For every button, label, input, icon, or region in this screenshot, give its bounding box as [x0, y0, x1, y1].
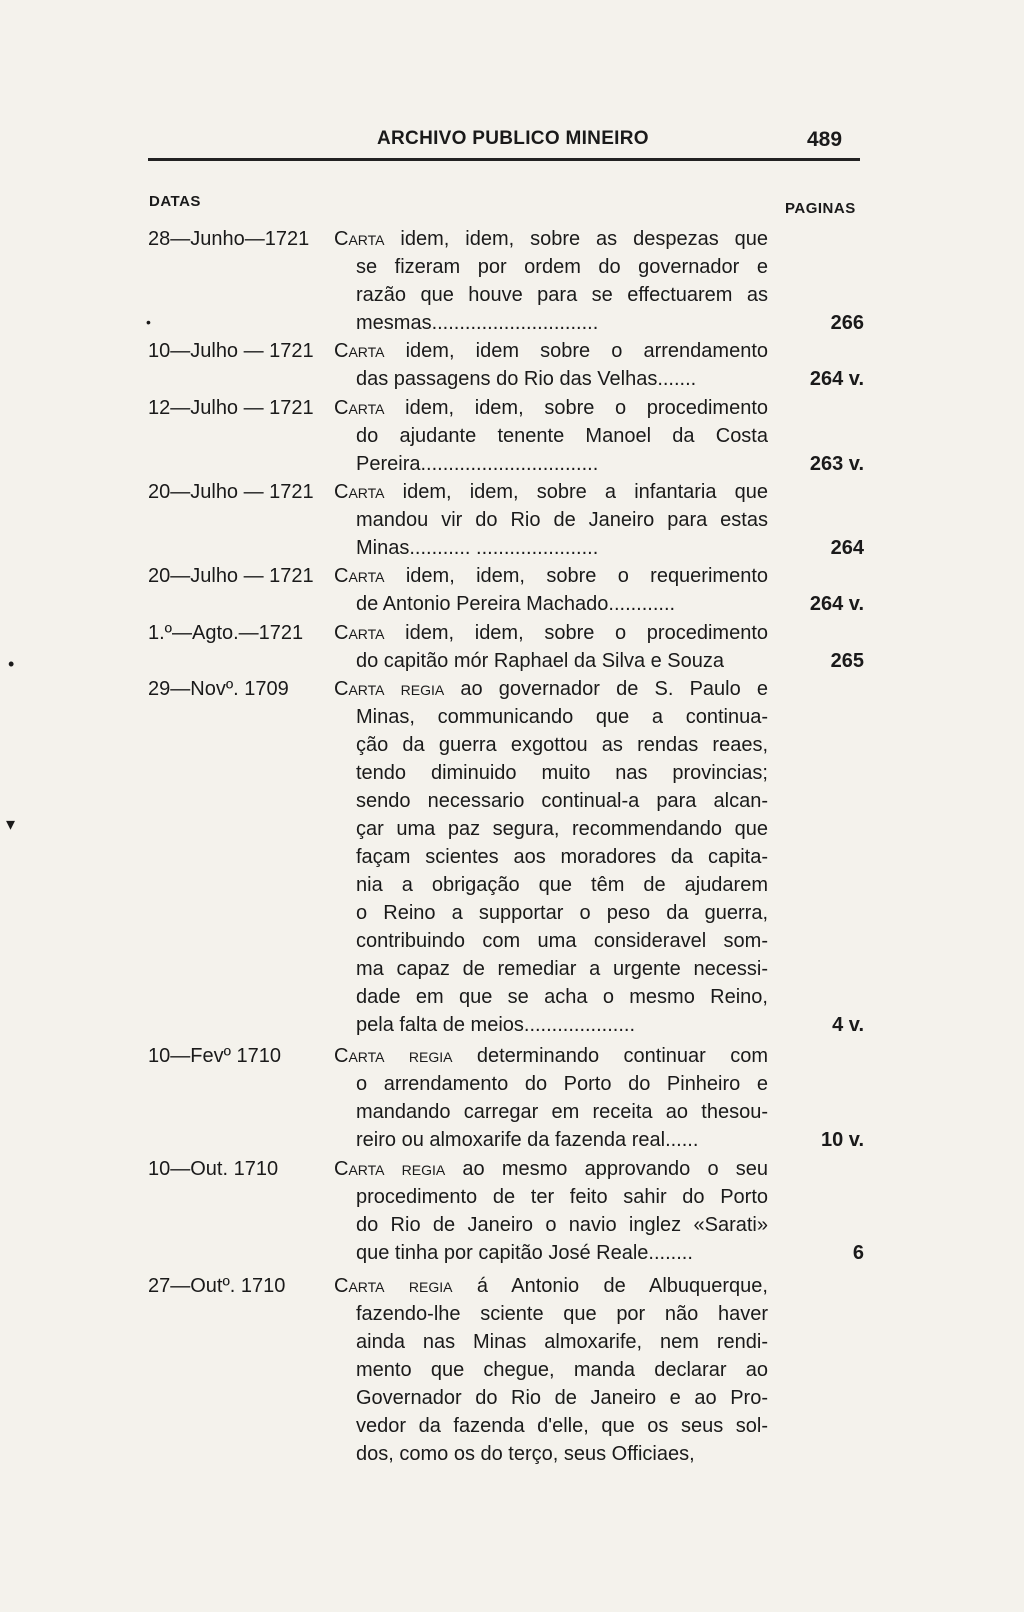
page-header-title: ARCHIVO PUBLICO MINEIRO — [377, 128, 649, 149]
entry-line: Carta idem, idem, sobre a infantaria que — [334, 481, 768, 503]
entry-line: o arrendamento do Porto do Pinheiro e — [356, 1073, 768, 1095]
entry-line: Carta idem, idem, sobre as despezas que — [334, 228, 768, 250]
entry-line: mesmas.............................. — [356, 312, 599, 334]
column-heading-datas: DATAS — [149, 193, 201, 210]
entry-line: ção da guerra exgottou as rendas reaes, — [356, 734, 768, 756]
entry-line: Carta idem, idem, sobre o procedimento — [334, 397, 768, 419]
entry-line: Carta idem, idem sobre o arrendamento — [334, 340, 768, 362]
margin-speck: • — [8, 654, 15, 674]
entry-lead-word: Carta — [334, 622, 385, 644]
entry-line: o Reino a supportar o peso da guerra, — [356, 902, 768, 924]
entry-page-reference: 263 v. — [809, 453, 864, 475]
entry-line: reiro ou almoxarife da fazenda real...... — [356, 1129, 699, 1151]
entry-line: nia a obrigação que têm de ajudarem — [356, 874, 768, 896]
entry-date: 1.º—Agto.—1721 — [148, 622, 304, 644]
entry-date: 12—Julho — 1721 — [148, 397, 314, 419]
entry-line: de Antonio Pereira Machado............ — [356, 593, 676, 615]
entry-line: Carta idem, idem, sobre o procedimento — [334, 622, 768, 644]
entry-line: dade em que se acha o mesmo Reino, — [356, 986, 768, 1008]
entry-line: ma capaz de remediar a urgente necessi- — [356, 958, 768, 980]
entry-line: procedimento de ter feito sahir do Porto — [356, 1186, 768, 1208]
entry-lead-word: Carta regia — [334, 1275, 453, 1297]
entry-description — [336, 225, 768, 337]
entry-lead-word: Carta — [334, 228, 385, 250]
entry-line: tendo diminuido muito nas provincias; — [356, 762, 768, 784]
entry-lead-word: Carta — [334, 340, 385, 362]
entry-line: vedor da fazenda d'elle, que os seus sol- — [356, 1415, 768, 1437]
entry-description — [336, 675, 768, 1039]
margin-mark: • — [146, 314, 151, 330]
entry-line: mandou vir do Rio de Janeiro para estas — [356, 509, 768, 531]
entry-line: Carta regia á Antonio de Albuquerque, — [334, 1275, 768, 1297]
entry-line: Carta idem, idem, sobre o requerimento — [334, 565, 768, 587]
header-rule — [148, 158, 860, 161]
entry-line: do capitão mór Raphael da Silva e Souza — [356, 650, 725, 672]
column-heading-paginas: PAGINAS — [785, 200, 856, 217]
entry-line: ainda nas Minas almoxarife, nem rendi- — [356, 1331, 768, 1353]
entry-page-reference: 264 v. — [809, 368, 864, 390]
entry-line: Carta regia ao governador de S. Paulo e — [334, 678, 768, 700]
entry-date: 10—Fevº 1710 — [148, 1045, 281, 1067]
entry-line: Minas, communicando que a continua- — [356, 706, 768, 728]
entry-line: Governador do Rio de Janeiro e ao Pro- — [356, 1387, 768, 1409]
entry-line: mandando carregar em receita ao thesou- — [356, 1101, 768, 1123]
entry-page-reference: 10 v. — [821, 1129, 864, 1151]
entry-line: Minas........... ...................... — [356, 537, 599, 559]
entry-line: que tinha por capitão José Reale........ — [356, 1242, 693, 1264]
entry-line: pela falta de meios.................... — [356, 1014, 636, 1036]
entry-description — [336, 478, 768, 562]
entry-date: 20—Julho — 1721 — [148, 565, 314, 587]
entry-line: contribuindo com uma consideravel som- — [356, 930, 768, 952]
entry-date: 10—Julho — 1721 — [148, 340, 314, 362]
entry-description — [336, 1155, 768, 1267]
entry-line: Pereira................................ — [356, 453, 599, 475]
entry-date: 29—Novº. 1709 — [148, 678, 289, 700]
entry-line: çar uma paz segura, recommendando que — [356, 818, 768, 840]
entry-lead-word: Carta — [334, 565, 385, 587]
entry-date: 20—Julho — 1721 — [148, 481, 314, 503]
entry-lead-word: Carta regia — [334, 1045, 453, 1067]
entry-page-reference: 4 v. — [832, 1014, 864, 1036]
entry-description — [336, 394, 768, 478]
entry-line: mento que chegue, manda declarar ao — [356, 1359, 768, 1381]
entry-line: sendo necessario continual-a para alcan- — [356, 790, 768, 812]
entry-description — [336, 337, 768, 393]
entry-date: 10—Out. 1710 — [148, 1158, 279, 1180]
entry-lead-word: Carta regia — [334, 1158, 446, 1180]
entry-line: Carta regia determinando continuar com — [334, 1045, 768, 1067]
entry-line: Carta regia ao mesmo approvando o seu — [334, 1158, 768, 1180]
page-number: 489 — [807, 128, 843, 151]
entry-line: razão que houve para se effectuarem as — [356, 284, 768, 306]
entry-lead-word: Carta — [334, 397, 385, 419]
entry-description — [336, 619, 768, 675]
entry-page-reference: 266 — [830, 312, 864, 334]
entry-line: dos, como os do terço, seus Officiaes, — [356, 1443, 695, 1465]
entry-description — [336, 562, 768, 618]
entry-line: fazendo-lhe sciente que por não haver — [356, 1303, 768, 1325]
entry-line: façam scientes aos moradores da capita- — [356, 846, 768, 868]
entry-page-reference: 264 — [830, 537, 864, 559]
entry-lead-word: Carta regia — [334, 678, 445, 700]
entry-page-reference: 265 — [830, 650, 864, 672]
entry-line: se fizeram por ordem do governador e — [356, 256, 768, 278]
margin-speck: ▾ — [6, 814, 16, 834]
entry-date: 27—Outº. 1710 — [148, 1275, 286, 1297]
entry-description — [336, 1272, 768, 1468]
entry-description — [336, 1042, 768, 1154]
entry-page-reference: 264 v. — [809, 593, 864, 615]
entry-line: do ajudante tenente Manoel da Costa — [356, 425, 768, 447]
entry-lead-word: Carta — [334, 481, 385, 503]
entry-line: das passagens do Rio das Velhas....... — [356, 368, 697, 390]
entry-date: 28—Junho—1721 — [148, 228, 310, 250]
entry-page-reference: 6 — [852, 1242, 864, 1264]
entry-line: do Rio de Janeiro o navio inglez «Sarati» — [356, 1214, 768, 1236]
